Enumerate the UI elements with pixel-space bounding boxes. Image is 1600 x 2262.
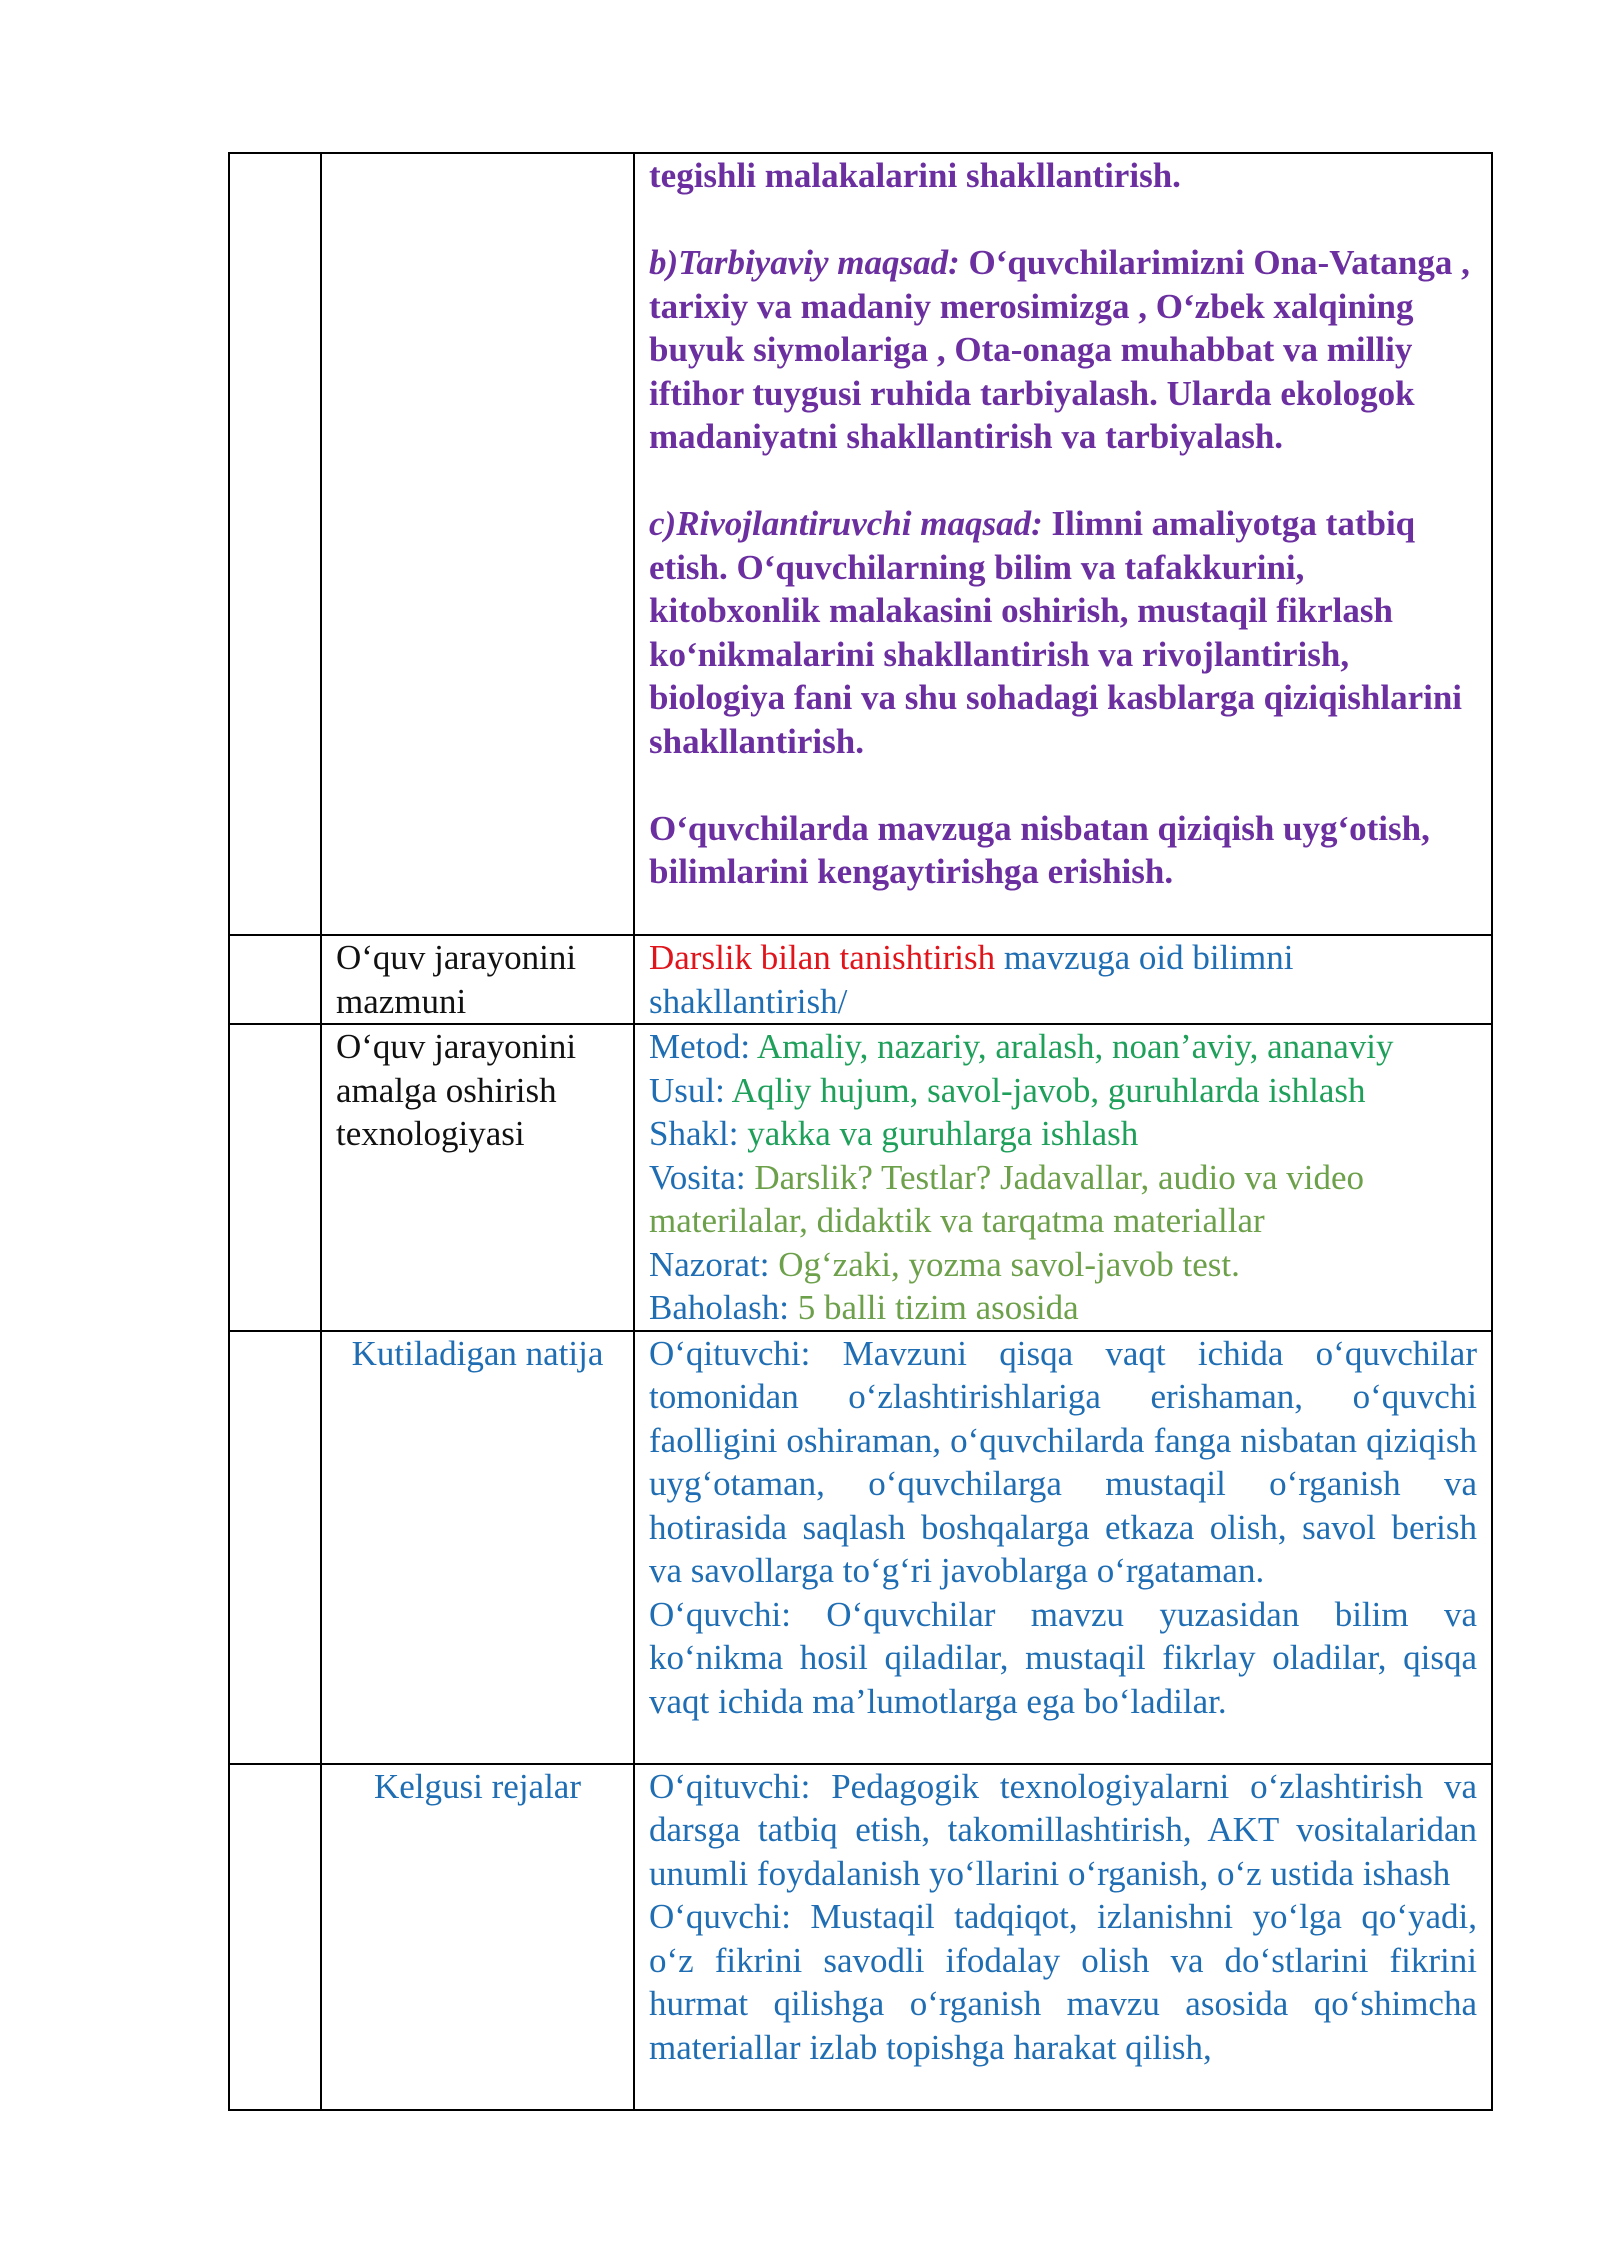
- goal-label: b)Tarbiyaviy maqsad:: [649, 243, 960, 282]
- goal-label: c)Rivojlantiruvchi maqsad:: [649, 504, 1043, 543]
- table-row: [229, 153, 1492, 935]
- lesson-plan-table: [228, 152, 1493, 2111]
- outcome-cell: [634, 1331, 1492, 1764]
- table-row: [229, 1024, 1492, 1331]
- row-label: O‘quv jarayonini amalga oshirish texnologiyasi: [321, 1024, 634, 1331]
- technology-cell: [634, 1024, 1492, 1331]
- teacher-plans: O‘qituvchi: Pedagogik texnologiyalarni o‘zlashtirish va darsga tatbiq etish, takomillashtirish, AKT vositalaridan unumli foydalanish yo‘llarini o‘rganish, o‘z ustida ishash: [649, 1766, 1477, 1893]
- table-row: [229, 1764, 1492, 2110]
- assessment-line: Baholash: 5 balli tizim asosida: [649, 1288, 1079, 1327]
- student-outcome: O‘quvchi: O‘quvchilar mavzu yuzasidan bilim va ko‘nikma hosil qiladilar, mustaqil fikrlay oladilar, qisqa vaqt ichida ma’lumotlarga ega bo‘ladilar.: [649, 1594, 1477, 1721]
- empty-cell: [229, 935, 321, 1024]
- plans-cell: [634, 1764, 1492, 2110]
- educational-goal: b)Tarbiyaviy maqsad: O‘quvchilarimizni Ona-Vatanga , tarixiy va madaniy merosimizga , O‘zbek xalqining buyuk siymolariga , Ota-onaga muhabbat va milliy iftihor tuygusi ruhida tarbiyalash. Ularda ekologok madaniyatni shakllantirish va tarbiyalash.: [649, 243, 1470, 456]
- row-label: Kutiladigan natija: [321, 1331, 634, 1764]
- teacher-outcome: O‘qituvchi: Mavzuni qisqa vaqt ichida o‘quvchilar tomonidan o‘zlashtirishlariga erishaman, o‘quvchi faolligini oshiraman, o‘quvchilarda fanga nisbatan qiziqish uyg‘otaman, o‘quvchilarga mustaqil o‘rganish va hotirasida saqlash boshqalarga etkaza olish, savol berish va savollarga to‘g‘ri javoblarga o‘rgataman.: [649, 1333, 1477, 1590]
- final-goal: O‘quvchilarda mavzuga nisbatan qiziqish uyg‘otish, bilimlarini kengaytirishga erishish.: [649, 808, 1430, 891]
- row-label: O‘quv jarayonini mazmuni: [321, 935, 634, 1024]
- empty-cell: [229, 153, 321, 935]
- row-label: Kelgusi rejalar: [321, 1764, 634, 2110]
- empty-cell: [229, 1024, 321, 1331]
- content-cell: Darslik bilan tanishtirish mavzuga oid bilimni shakllantirish/: [634, 935, 1492, 1024]
- tools-line: Vosita: Darslik? Testlar? Jadavallar, audio va video materilalar, didaktik va tarqatma materiallar: [649, 1157, 1365, 1240]
- form-line: Shakl: yakka va guruhlarga ishlash: [649, 1114, 1139, 1153]
- table-row: [229, 935, 1492, 1024]
- approach-line: Usul: Aqliy hujum, savol-javob, guruhlarda ishlash: [649, 1070, 1366, 1110]
- empty-cell: [229, 1764, 321, 2110]
- control-line: Nazorat: Og‘zaki, yozma savol-javob test.: [649, 1244, 1240, 1284]
- student-plans: O‘quvchi: Mustaqil tadqiqot, izlanishni yo‘lga qo‘yadi, o‘z fikrini savodli ifodalay olish va do‘stlarini fikrini hurmat qilishga o‘rganish mavzu asosida qo‘shimcha materiallar izlab topishga harakat qilish,: [649, 1897, 1477, 2067]
- empty-cell: [229, 1331, 321, 1764]
- goals-cell: [634, 153, 1492, 935]
- goal-line: tegishli malakalarini shakllantirish.: [649, 156, 1181, 195]
- developmental-goal: c)Rivojlantiruvchi maqsad: Ilimni amaliyotga tatbiq etish. O‘quvchilarning bilim va tafakkurini, kitobxonlik malakasini oshirish, mustaqil fikrlash ko‘nikmalarini shakllantirish va rivojlantirish, biologiya fani va shu sohadagi kasblarga qiziqishlarini shakllantirish.: [649, 504, 1463, 761]
- method-line: Metod: Amaliy, nazariy, aralash, noan’aviy, ananaviy: [649, 1027, 1394, 1066]
- table-row: [229, 1331, 1492, 1764]
- empty-cell: [321, 153, 634, 935]
